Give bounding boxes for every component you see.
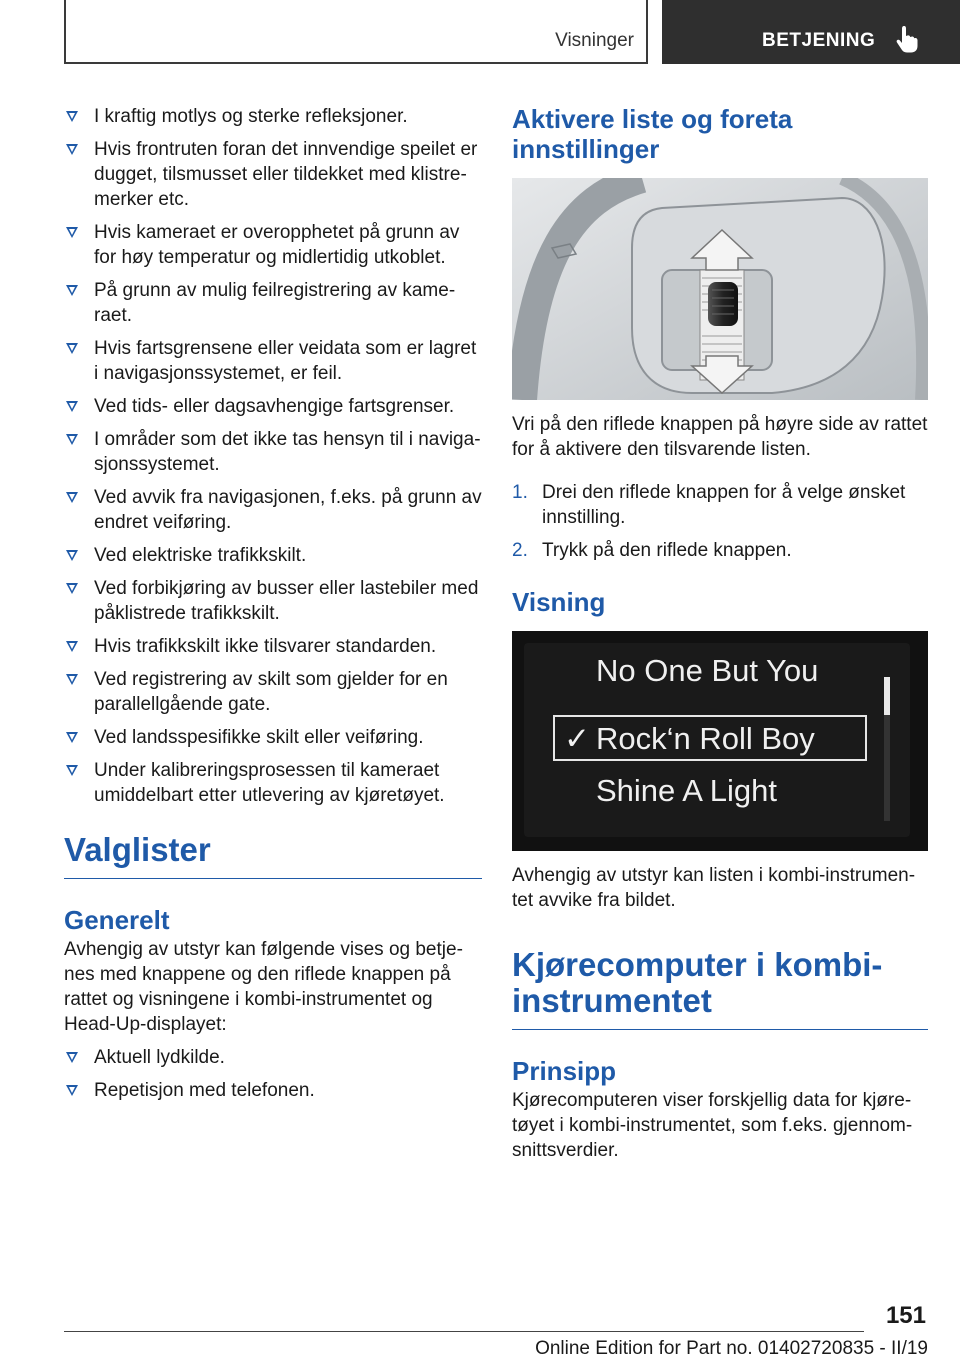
list-item: I områder som det ikke tas hensyn til i navigasjonssystemet.	[64, 427, 482, 477]
display-screen	[524, 643, 910, 837]
list-item: Under kalibreringsprosessen til kameraet umiddelbart etter utlevering av kjøretøyet.	[64, 758, 482, 808]
triangle-bullet-icon	[66, 641, 78, 652]
list-item: Ved tids- eller dagsavhengige fartsgrenser.	[64, 394, 482, 419]
footer-edition: Online Edition for Part no. 01402720835 - II/19	[535, 1338, 928, 1359]
step-item: 2. Trykk på den riflede knappen.	[512, 540, 792, 561]
step-item: 1. Drei den riflede knappen for å velge ønsket innstilling.	[512, 482, 906, 528]
header-chapter-box	[662, 0, 960, 64]
triangle-bullet-icon	[66, 285, 78, 296]
left-column	[64, 104, 482, 1111]
list-item: Ved landsspesifikke skilt eller veiføring.	[64, 725, 482, 750]
triangle-bullet-icon	[66, 1085, 78, 1096]
list-item: Aktuell lydkilde.	[64, 1045, 482, 1070]
list-item: Ved elektriske trafikkskilt.	[64, 543, 482, 568]
list-item: I kraftig motlys og sterke refleksjoner.	[64, 104, 482, 129]
list-item: Ved forbikjøring av busser eller lastebiler med påklistrede trafikkskilt.	[64, 576, 482, 626]
list-item: Hvis frontruten foran det innvendige speilet er dugget, tilsmusset eller tildekket med klistremerker etc.	[64, 137, 482, 212]
triangle-bullet-icon	[66, 144, 78, 155]
cluster-display-image	[512, 631, 928, 851]
triangle-bullet-icon	[66, 343, 78, 354]
aktivere-paragraph: Vri på den riflede knappen på høyre side av rattet for å aktivere den tilsvarende listen.	[512, 414, 928, 460]
section-title: Visninger	[555, 30, 634, 51]
display-scroll-thumb	[884, 677, 890, 715]
subheading-aktivere: Aktivere liste og foreta innstillinger	[512, 104, 793, 164]
triangle-bullet-icon	[66, 550, 78, 561]
generelt-list	[64, 1045, 482, 1103]
right-column	[512, 104, 928, 1163]
prinsipp-paragraph: Kjørecomputeren viser forskjellig data for kjøretøyet i kombi-instrumentet, som f.eks. gjennomsnittsverdier.	[512, 1090, 913, 1161]
hand-pointer-icon	[895, 24, 919, 59]
subheading-generelt: Generelt	[64, 905, 170, 935]
generelt-paragraph: Avhengig av utstyr kan følgende vises og betjenes med knappene og den riflede knappen på rattet og visningene i kombi-instrumentet og Head-Up-displayet:	[64, 939, 463, 1035]
triangle-bullet-icon	[66, 492, 78, 503]
triangle-bullet-icon	[66, 1052, 78, 1063]
display-item: Shine A Light	[596, 773, 777, 808]
header-section-box	[64, 0, 648, 64]
list-item: Repetisjon med telefonen.	[64, 1078, 482, 1103]
subheading-visning: Visning	[512, 587, 606, 617]
list-item: Ved registrering av skilt som gjelder for en parallellgående gate.	[64, 667, 482, 717]
triangle-bullet-icon	[66, 583, 78, 594]
subheading-prinsipp: Prinsipp	[512, 1056, 617, 1086]
display-item: No One But You	[596, 653, 819, 688]
list-item: Ved avvik fra navigasjonen, f.eks. på grunn av endret veiføring.	[64, 485, 482, 535]
list-item: Hvis trafikkskilt ikke tilsvarer standarden.	[64, 634, 482, 659]
display-check-icon: ✓	[564, 721, 590, 756]
page-number: 151	[885, 1302, 926, 1329]
display-item-selected: Rock‘n Roll Boy	[596, 721, 815, 756]
heading-rule	[64, 878, 482, 879]
section-heading-kjorecomputer: Kjørecomputer i kombiinstrumentet	[512, 946, 883, 1019]
limitations-list	[64, 104, 482, 808]
list-item: Hvis fartsgrensene eller veidata som er lagret i navigasjonssystemet, er feil.	[64, 336, 482, 386]
triangle-bullet-icon	[66, 732, 78, 743]
triangle-bullet-icon	[66, 111, 78, 122]
section-heading-valglister: Valglister	[64, 831, 211, 868]
triangle-bullet-icon	[66, 227, 78, 238]
visning-paragraph: Avhengig av utstyr kan listen i kombi-instrumentet avvike fra bildet.	[512, 865, 916, 911]
heading-rule	[512, 1029, 928, 1030]
footer-rule	[64, 1331, 864, 1332]
triangle-bullet-icon	[66, 434, 78, 445]
triangle-bullet-icon	[66, 674, 78, 685]
list-item: På grunn av mulig feilregistrering av kameraet.	[64, 278, 482, 328]
chapter-title: BETJENING	[762, 30, 876, 51]
list-item: Hvis kameraet er overopphetet på grunn av for høy temperatur og midlertidig utkoblet.	[64, 220, 482, 270]
triangle-bullet-icon	[66, 765, 78, 776]
triangle-bullet-icon	[66, 401, 78, 412]
steering-wheel-image	[512, 178, 928, 400]
steps-list	[512, 480, 928, 563]
